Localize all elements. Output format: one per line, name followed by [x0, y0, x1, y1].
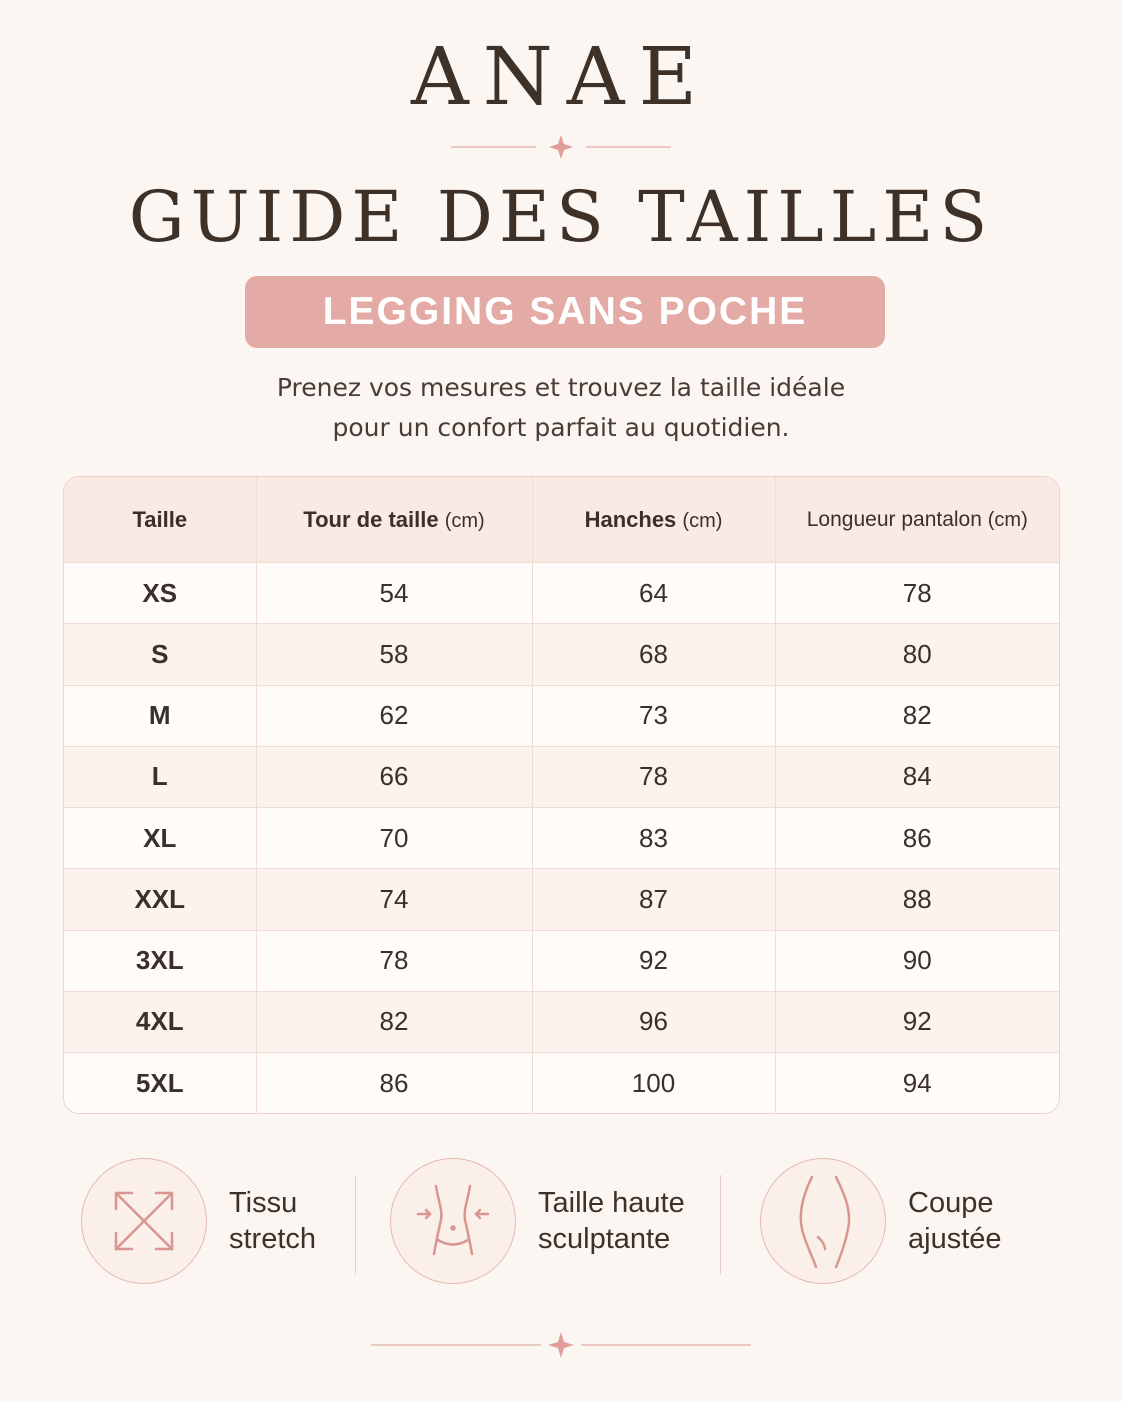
table-row: [64, 930, 1059, 991]
size-cell: 3XL: [64, 930, 256, 991]
length-cell: 82: [775, 685, 1059, 746]
stretch-arrows-icon: [81, 1158, 207, 1284]
feature-stretch: [81, 1158, 316, 1284]
header-waist: Tour de taille (cm): [256, 477, 532, 563]
length-cell: 80: [775, 624, 1059, 685]
hips-cell: 64: [532, 563, 775, 624]
hips-cell: 73: [532, 685, 775, 746]
intro-text: [0, 368, 1122, 448]
length-cell: 78: [775, 563, 1059, 624]
length-cell: 86: [775, 808, 1059, 869]
product-badge: [245, 276, 885, 348]
size-cell: 5XL: [64, 1053, 256, 1113]
size-cell: 4XL: [64, 991, 256, 1052]
hips-cell: 100: [532, 1053, 775, 1113]
size-cell: XXL: [64, 869, 256, 930]
waist-cell: 58: [256, 624, 532, 685]
length-cell: 90: [775, 930, 1059, 991]
size-table: [63, 476, 1060, 1114]
feature-fit-label: Coupe ajustée: [908, 1187, 1002, 1255]
table-row: [64, 685, 1059, 746]
hips-cell: 92: [532, 930, 775, 991]
size-cell: S: [64, 624, 256, 685]
features-row: [0, 1150, 1122, 1300]
hips-icon: [760, 1158, 886, 1284]
feature-divider: [355, 1175, 356, 1275]
size-cell: L: [64, 746, 256, 807]
intro-line-1: Prenez vos mesures et trouvez la taille idéale: [276, 373, 846, 402]
brand-name: ANAE: [411, 30, 711, 123]
table-row: [64, 624, 1059, 685]
table-row: [64, 869, 1059, 930]
divider-star-icon: [361, 1330, 761, 1360]
size-cell: M: [64, 685, 256, 746]
top-divider: [0, 132, 1122, 162]
header-hips: Hanches (cm): [532, 477, 775, 563]
waist-icon: [390, 1158, 516, 1284]
waist-cell: 82: [256, 991, 532, 1052]
table-row: [64, 563, 1059, 624]
size-cell: XS: [64, 563, 256, 624]
hips-cell: 83: [532, 808, 775, 869]
waist-cell: 86: [256, 1053, 532, 1113]
waist-cell: 74: [256, 869, 532, 930]
hips-cell: 96: [532, 991, 775, 1052]
header-length: Longueur pantalon (cm): [775, 477, 1059, 563]
waist-cell: 54: [256, 563, 532, 624]
feature-waist: [390, 1158, 685, 1284]
length-cell: 92: [775, 991, 1059, 1052]
hips-cell: 87: [532, 869, 775, 930]
hips-cell: 78: [532, 746, 775, 807]
table-header-row: [64, 477, 1059, 563]
length-cell: 84: [775, 746, 1059, 807]
product-badge-label: LEGGING SANS POCHE: [322, 290, 808, 333]
table-row: [64, 808, 1059, 869]
waist-cell: 66: [256, 746, 532, 807]
bottom-divider: [0, 1330, 1122, 1360]
divider-star-icon: [441, 132, 681, 162]
length-cell: 88: [775, 869, 1059, 930]
waist-cell: 78: [256, 930, 532, 991]
header-size: Taille: [64, 477, 256, 563]
table-row: [64, 1053, 1059, 1113]
page-title: GUIDE DES TAILLES: [128, 176, 994, 258]
feature-stretch-label: Tissu stretch: [229, 1187, 317, 1255]
table-row: [64, 746, 1059, 807]
waist-cell: 70: [256, 808, 532, 869]
length-cell: 94: [902, 1067, 932, 1098]
table-row: [64, 991, 1059, 1052]
size-cell: XL: [64, 808, 256, 869]
intro-line-2: pour un confort parfait au quotidien.: [332, 413, 790, 442]
hips-cell: 68: [532, 624, 775, 685]
feature-divider: [720, 1175, 721, 1275]
waist-cell: 62: [256, 685, 532, 746]
feature-fit: [760, 1158, 1002, 1284]
feature-waist-label: Taille haute sculptante: [538, 1187, 685, 1255]
